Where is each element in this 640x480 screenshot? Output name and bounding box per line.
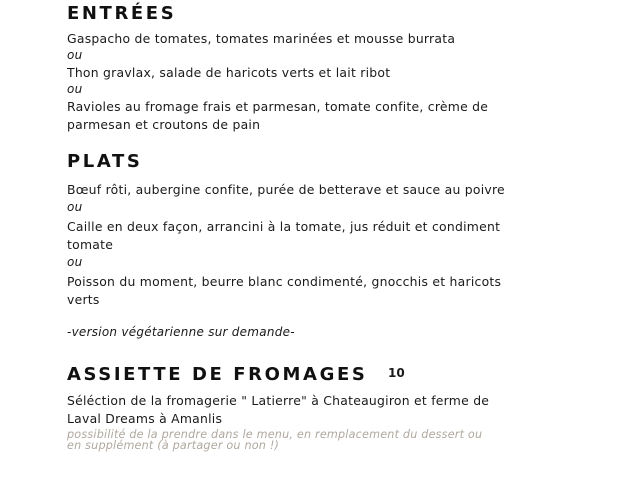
- menu-item: Séléction de la fromagerie " Latierre" à Chateaugiron et ferme de: [67, 393, 490, 408]
- menu-item: Laval Dreams à Amanlis: [67, 411, 223, 426]
- vegetarian-note: -version végétarienne sur demande-: [67, 325, 295, 339]
- menu-item: tomate: [67, 237, 114, 252]
- menu-item: Gaspacho de tomates, tomates marinées et mousse burrata: [67, 31, 456, 46]
- cheese-note: en supplément (à partager ou non !): [67, 439, 280, 452]
- menu-item: parmesan et croutons de pain: [67, 117, 261, 132]
- price: 10: [388, 366, 405, 380]
- menu-item: Thon gravlax, salade de haricots verts et lait ribot: [67, 65, 391, 80]
- section-title-fromages: ASSIETTE DE FROMAGES: [67, 364, 368, 385]
- menu-item: verts: [67, 292, 100, 307]
- separator-ou: ou: [67, 48, 83, 62]
- section-title-plats: PLATS: [67, 151, 143, 172]
- menu-item: Ravioles au fromage frais et parmesan, tomate confite, crème de: [67, 99, 489, 114]
- separator-ou: ou: [67, 82, 83, 96]
- separator-ou: ou: [67, 200, 83, 214]
- menu-item: Caille en deux façon, arrancini à la tomate, jus réduit et condiment: [67, 219, 501, 234]
- separator-ou: ou: [67, 255, 83, 269]
- cheese-note: possibilité de la prendre dans le menu, en remplacement du dessert ou: [67, 428, 483, 441]
- menu-item: Bœuf rôti, aubergine confite, purée de betterave et sauce au poivre: [67, 182, 505, 197]
- section-title-entrees: ENTRÉES: [67, 3, 177, 24]
- menu-item: Poisson du moment, beurre blanc condimenté, gnocchis et haricots: [67, 274, 502, 289]
